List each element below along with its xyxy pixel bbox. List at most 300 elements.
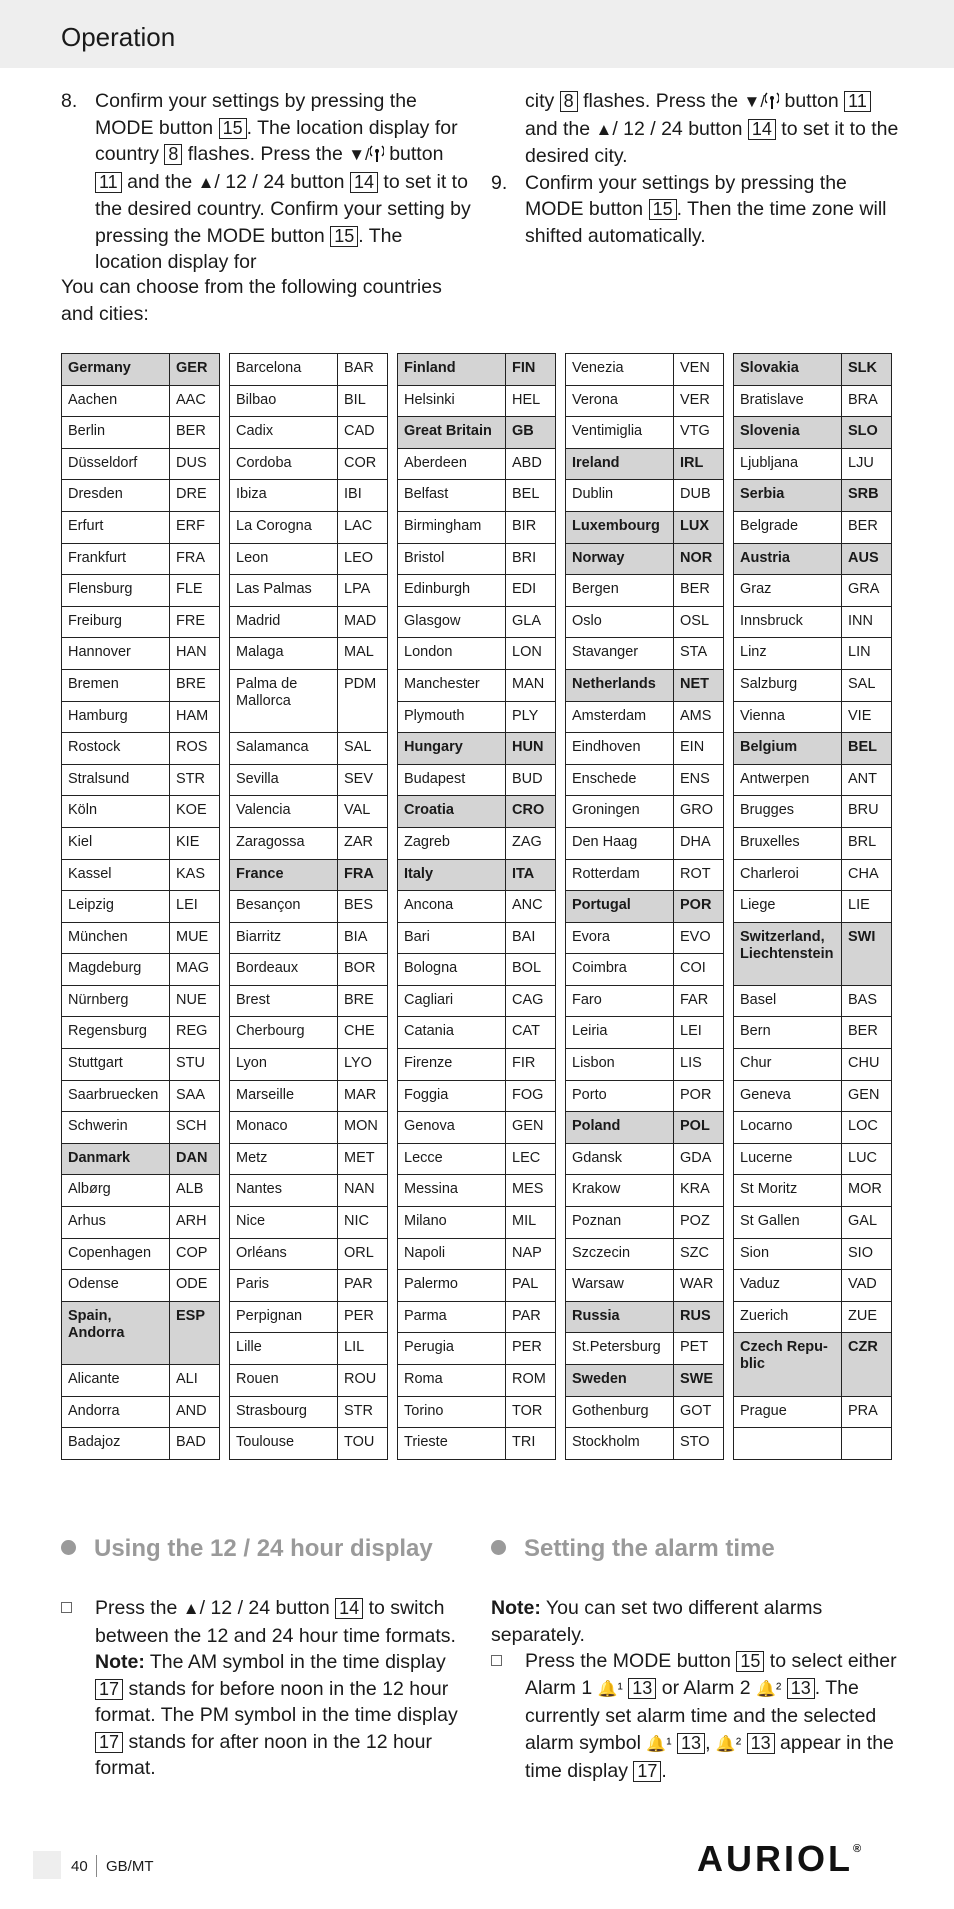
city-row: [62, 638, 220, 670]
location-code: LEO: [338, 543, 388, 575]
location-code: EVO: [674, 922, 724, 954]
down-antenna-icon: ▼/: [348, 145, 370, 164]
location-code: ENS: [674, 764, 724, 796]
city-name: Edinburgh: [398, 575, 506, 607]
city-name: Arhus: [62, 1207, 170, 1239]
city-row: [62, 985, 220, 1017]
city-row: [62, 954, 220, 986]
location-code: LIE: [842, 891, 892, 923]
country-row: [62, 1301, 220, 1364]
location-code: SWE: [674, 1365, 724, 1397]
alarm2-bell-icon: 🔔²: [756, 1680, 782, 1698]
city-name: Bremen: [62, 669, 170, 701]
city-row: [398, 891, 556, 923]
city-row: [566, 480, 724, 512]
checkbox-bullet-icon: [491, 1655, 502, 1666]
city-name: Barcelona: [230, 354, 338, 386]
city-row: [62, 1112, 220, 1144]
location-code: POR: [674, 1080, 724, 1112]
city-row: [566, 922, 724, 954]
location-code: ZUE: [842, 1301, 892, 1333]
up-triangle-icon: ▲: [197, 172, 215, 192]
city-row: [230, 1112, 388, 1144]
city-name: Vaduz: [734, 1270, 842, 1302]
country-row: [230, 859, 388, 891]
country-row: [566, 543, 724, 575]
location-code: BRI: [506, 543, 556, 575]
location-code: GLA: [506, 606, 556, 638]
city-name: Nice: [230, 1207, 338, 1239]
location-code: GAL: [842, 1207, 892, 1239]
city-row: [734, 701, 892, 733]
city-name: Brest: [230, 985, 338, 1017]
city-name: Amsterdam: [566, 701, 674, 733]
city-row: [230, 891, 388, 923]
location-code: ESP: [170, 1301, 220, 1364]
location-code: PRA: [842, 1396, 892, 1428]
left-body: Press the ▲/ 12 / 24 button 14 to switch between the 12 and 24 hour time formats. Note: The AM symbol in the time display 17 stands for before noon in the 12 hour format. The PM symbol in the time display 17 stands for after noon in the 12 hour format.: [61, 1595, 471, 1782]
location-code: KRA: [674, 1175, 724, 1207]
city-name: Evora: [566, 922, 674, 954]
location-code: BRA: [842, 385, 892, 417]
city-row: [398, 1112, 556, 1144]
step-number: 9.: [491, 171, 508, 194]
alarm1-bell-icon: 🔔¹: [597, 1680, 623, 1698]
city-row: [566, 954, 724, 986]
city-name: London: [398, 638, 506, 670]
city-row: [734, 891, 892, 923]
ref-box: 11: [95, 172, 122, 193]
city-name: Ventimiglia: [566, 417, 674, 449]
city-row: [230, 1396, 388, 1428]
city-name: Bratislave: [734, 385, 842, 417]
location-code: GB: [506, 417, 556, 449]
down-antenna-icon: ▼/: [743, 92, 766, 111]
city-name: Leon: [230, 543, 338, 575]
ref-box: 14: [748, 119, 776, 140]
city-row: [734, 796, 892, 828]
city-name: Magdeburg: [62, 954, 170, 986]
ref-box: 13: [677, 1733, 705, 1754]
country-row: [734, 354, 892, 386]
location-code: LOC: [842, 1112, 892, 1144]
location-code: VAL: [338, 796, 388, 828]
location-code: GER: [170, 354, 220, 386]
city-name: Stuttgart: [62, 1049, 170, 1081]
country-name: France: [230, 859, 338, 891]
city-name: Stralsund: [62, 764, 170, 796]
location-code: COI: [674, 954, 724, 986]
city-name: Brugges: [734, 796, 842, 828]
city-row: [734, 1207, 892, 1239]
city-row: [566, 796, 724, 828]
city-row: [62, 448, 220, 480]
country-row: [566, 1301, 724, 1333]
city-row: [62, 417, 220, 449]
city-row: [734, 985, 892, 1017]
location-code: COP: [170, 1238, 220, 1270]
intro-right-column: [491, 88, 901, 249]
city-name: Birmingham: [398, 511, 506, 543]
location-code: ANC: [506, 891, 556, 923]
city-row: [734, 1428, 892, 1460]
country-name: Hungary: [398, 733, 506, 765]
country-row: [566, 511, 724, 543]
location-code: BEL: [506, 480, 556, 512]
city-name: Innsbruck: [734, 606, 842, 638]
location-code: MOR: [842, 1175, 892, 1207]
city-name: Rotterdam: [566, 859, 674, 891]
page-number: 40: [71, 1858, 88, 1875]
note-label: Note:: [95, 1651, 145, 1673]
city-name: Salamanca: [230, 733, 338, 765]
city-row: [230, 1175, 388, 1207]
city-row: [230, 922, 388, 954]
city-name: Helsinki: [398, 385, 506, 417]
location-code: DUB: [674, 480, 724, 512]
city-row: [734, 1049, 892, 1081]
city-name: Roma: [398, 1365, 506, 1397]
city-row: [734, 1080, 892, 1112]
city-name: Geneva: [734, 1080, 842, 1112]
location-code: GOT: [674, 1396, 724, 1428]
country-row: [566, 891, 724, 923]
city-row: [398, 385, 556, 417]
city-row: [62, 385, 220, 417]
location-code: BRL: [842, 827, 892, 859]
city-name: Rouen: [230, 1365, 338, 1397]
location-code: ROM: [506, 1365, 556, 1397]
location-code: EIN: [674, 733, 724, 765]
country-row: [566, 669, 724, 701]
city-row: [566, 354, 724, 386]
city-row: [566, 1207, 724, 1239]
city-row: [566, 1238, 724, 1270]
city-row: [734, 385, 892, 417]
bullet-dot-icon: [61, 1540, 76, 1555]
city-row: [398, 701, 556, 733]
ref-box: 15: [219, 118, 247, 139]
city-name: St Gallen: [734, 1207, 842, 1239]
city-row: [398, 638, 556, 670]
city-name: Firenze: [398, 1049, 506, 1081]
city-name: Graz: [734, 575, 842, 607]
location-code: CZR: [842, 1333, 892, 1396]
location-code: BER: [842, 511, 892, 543]
city-name: Lucerne: [734, 1143, 842, 1175]
city-name: Düsseldorf: [62, 448, 170, 480]
location-code: MAG: [170, 954, 220, 986]
city-name: Bologna: [398, 954, 506, 986]
location-code: SCH: [170, 1112, 220, 1144]
city-name: Ljubljana: [734, 448, 842, 480]
location-code: VIE: [842, 701, 892, 733]
city-row: [398, 1396, 556, 1428]
city-name: Ancona: [398, 891, 506, 923]
city-row: [62, 891, 220, 923]
location-code: CAD: [338, 417, 388, 449]
city-name: Madrid: [230, 606, 338, 638]
city-row: [230, 1333, 388, 1365]
city-name: Warsaw: [566, 1270, 674, 1302]
city-row: [398, 1238, 556, 1270]
section-heading-12-24: Using the 12 / 24 hour display: [61, 1535, 433, 1563]
location-code: PDM: [338, 669, 388, 732]
city-name: Foggia: [398, 1080, 506, 1112]
ref-box: 13: [787, 1678, 815, 1699]
step-8-continued: city 8 flashes. Press the ▼/ button 11 and the ▲/ 12 / 24 button 14 to set it to the desired city.: [525, 90, 899, 167]
city-row: [734, 764, 892, 796]
location-code: LYO: [338, 1049, 388, 1081]
footer-marker: [33, 1851, 61, 1879]
location-code: NIC: [338, 1207, 388, 1239]
country-row: [734, 733, 892, 765]
city-row: [566, 575, 724, 607]
city-name: Bari: [398, 922, 506, 954]
city-row: [398, 1428, 556, 1460]
country-row: [734, 417, 892, 449]
city-name: Faro: [566, 985, 674, 1017]
city-name: Gdansk: [566, 1143, 674, 1175]
location-code: BOR: [338, 954, 388, 986]
city-row: [62, 511, 220, 543]
country-table-1: [61, 353, 220, 1460]
city-row: [398, 511, 556, 543]
location-code: OSL: [674, 606, 724, 638]
country-name: Switzerland, Liechtenstein: [734, 922, 842, 985]
city-name: Malaga: [230, 638, 338, 670]
checkbox-bullet-icon: [61, 1602, 72, 1613]
location-code: ROU: [338, 1365, 388, 1397]
city-row: [734, 1396, 892, 1428]
right-body: Press the MODE button 15 to select either Alarm 1 🔔¹ 13 or Alarm 2 🔔² 13 . The currently set alarm time and the selected alarm symbol 🔔¹ 13 , 🔔² 13 appear in the time display 17 .: [491, 1648, 901, 1785]
city-row: [62, 1365, 220, 1397]
city-row: [734, 827, 892, 859]
country-row: [398, 733, 556, 765]
location-code: MAL: [338, 638, 388, 670]
location-code: NET: [674, 669, 724, 701]
choose-text: You can choose from the following countries and cities:: [61, 276, 442, 325]
city-name: Hamburg: [62, 701, 170, 733]
city-name: Dublin: [566, 480, 674, 512]
location-code: CRO: [506, 796, 556, 828]
city-row: [398, 606, 556, 638]
city-row: [230, 733, 388, 765]
location-code: NAN: [338, 1175, 388, 1207]
country-row: [734, 922, 892, 985]
city-row: [734, 638, 892, 670]
location-code: CAG: [506, 985, 556, 1017]
location-code: IBI: [338, 480, 388, 512]
country-name: Belgium: [734, 733, 842, 765]
city-name: Schwerin: [62, 1112, 170, 1144]
country-name: Croatia: [398, 796, 506, 828]
ref-box: 11: [844, 91, 871, 112]
city-name: Kiel: [62, 827, 170, 859]
city-name: Liege: [734, 891, 842, 923]
city-row: [398, 1175, 556, 1207]
city-row: [62, 796, 220, 828]
city-row: [62, 1238, 220, 1270]
location-code: STO: [674, 1428, 724, 1460]
city-name: Erfurt: [62, 511, 170, 543]
location-code: MAR: [338, 1080, 388, 1112]
city-name: Bordeaux: [230, 954, 338, 986]
city-name: St.Petersburg: [566, 1333, 674, 1365]
city-name: Saarbruecken: [62, 1080, 170, 1112]
city-row: [734, 1143, 892, 1175]
city-row: [62, 669, 220, 701]
location-code: AND: [170, 1396, 220, 1428]
city-row: [734, 1175, 892, 1207]
country-row: [734, 480, 892, 512]
location-code: SRB: [842, 480, 892, 512]
country-name: Ireland: [566, 448, 674, 480]
location-code: KAS: [170, 859, 220, 891]
city-name: Cherbourg: [230, 1017, 338, 1049]
city-row: [734, 1017, 892, 1049]
city-name: Bilbao: [230, 385, 338, 417]
city-row: [62, 575, 220, 607]
country-name: Slovakia: [734, 354, 842, 386]
country-table-3: [397, 353, 556, 1460]
city-name: Ibiza: [230, 480, 338, 512]
country-name: Germany: [62, 354, 170, 386]
location-code: FOG: [506, 1080, 556, 1112]
city-row: [398, 480, 556, 512]
city-row: [734, 1112, 892, 1144]
location-code: ERF: [170, 511, 220, 543]
city-row: [230, 1428, 388, 1460]
city-row: [734, 1238, 892, 1270]
city-row: [566, 827, 724, 859]
city-name: Parma: [398, 1301, 506, 1333]
location-code: CHU: [842, 1049, 892, 1081]
location-code: MET: [338, 1143, 388, 1175]
city-row: [398, 1080, 556, 1112]
city-name: Lisbon: [566, 1049, 674, 1081]
city-row: [230, 448, 388, 480]
city-name: Charleroi: [734, 859, 842, 891]
section-heading-alarm: Setting the alarm time: [491, 1535, 775, 1563]
city-name: St Moritz: [734, 1175, 842, 1207]
city-row: [566, 638, 724, 670]
location-code: SAL: [338, 733, 388, 765]
city-row: [566, 985, 724, 1017]
country-name: Finland: [398, 354, 506, 386]
location-code: BRU: [842, 796, 892, 828]
location-code: PAL: [506, 1270, 556, 1302]
location-code: BIL: [338, 385, 388, 417]
location-code: ZAR: [338, 827, 388, 859]
city-row: [566, 859, 724, 891]
city-name: Poznan: [566, 1207, 674, 1239]
footer-divider: [96, 1855, 97, 1877]
location-code: LEI: [170, 891, 220, 923]
location-code: ABD: [506, 448, 556, 480]
location-code: ALB: [170, 1175, 220, 1207]
location-code: DHA: [674, 827, 724, 859]
city-name: Antwerpen: [734, 764, 842, 796]
location-code: MON: [338, 1112, 388, 1144]
location-code: REG: [170, 1017, 220, 1049]
city-row: [230, 764, 388, 796]
location-code: BAI: [506, 922, 556, 954]
ref-box: 14: [335, 1598, 363, 1619]
city-name: Basel: [734, 985, 842, 1017]
location-code: ARH: [170, 1207, 220, 1239]
country-row: [398, 354, 556, 386]
city-name: Alicante: [62, 1365, 170, 1397]
location-code: STA: [674, 638, 724, 670]
country-name: Poland: [566, 1112, 674, 1144]
city-row: [398, 1143, 556, 1175]
city-name: [734, 1428, 842, 1460]
city-name: Zaragossa: [230, 827, 338, 859]
city-name: Verona: [566, 385, 674, 417]
city-name: Manchester: [398, 669, 506, 701]
page-header: [0, 0, 954, 68]
location-code: SEV: [338, 764, 388, 796]
location-code: GRA: [842, 575, 892, 607]
location-code: FIN: [506, 354, 556, 386]
location-code: ROT: [674, 859, 724, 891]
city-name: Genova: [398, 1112, 506, 1144]
city-name: Enschede: [566, 764, 674, 796]
city-name: Prague: [734, 1396, 842, 1428]
city-name: Bruxelles: [734, 827, 842, 859]
location-code: AUS: [842, 543, 892, 575]
city-row: [734, 669, 892, 701]
location-code: TOU: [338, 1428, 388, 1460]
location-code: AMS: [674, 701, 724, 733]
location-code: VER: [674, 385, 724, 417]
country-row: [398, 859, 556, 891]
country-row: [734, 543, 892, 575]
location-code: LON: [506, 638, 556, 670]
city-name: Torino: [398, 1396, 506, 1428]
city-row: [566, 701, 724, 733]
city-row: [566, 764, 724, 796]
city-name: Palma de Mallorca: [230, 669, 338, 732]
location-code: STU: [170, 1049, 220, 1081]
city-name: Kassel: [62, 859, 170, 891]
city-name: München: [62, 922, 170, 954]
city-row: [230, 606, 388, 638]
location-code: GEN: [842, 1080, 892, 1112]
location-code: WAR: [674, 1270, 724, 1302]
ref-box: 14: [350, 172, 378, 193]
region-code: GB/MT: [106, 1858, 154, 1875]
location-code: BER: [674, 575, 724, 607]
location-code: COR: [338, 448, 388, 480]
location-code: ANT: [842, 764, 892, 796]
location-code: PER: [338, 1301, 388, 1333]
city-row: [398, 543, 556, 575]
location-code: BIA: [338, 922, 388, 954]
country-row: [566, 1365, 724, 1397]
location-code: LIN: [842, 638, 892, 670]
location-code: ITA: [506, 859, 556, 891]
city-row: [566, 606, 724, 638]
city-name: Perugia: [398, 1333, 506, 1365]
city-name: Glasgow: [398, 606, 506, 638]
city-row: [398, 448, 556, 480]
country-name: Norway: [566, 543, 674, 575]
location-code: LAC: [338, 511, 388, 543]
city-row: [734, 606, 892, 638]
location-code: ZAG: [506, 827, 556, 859]
